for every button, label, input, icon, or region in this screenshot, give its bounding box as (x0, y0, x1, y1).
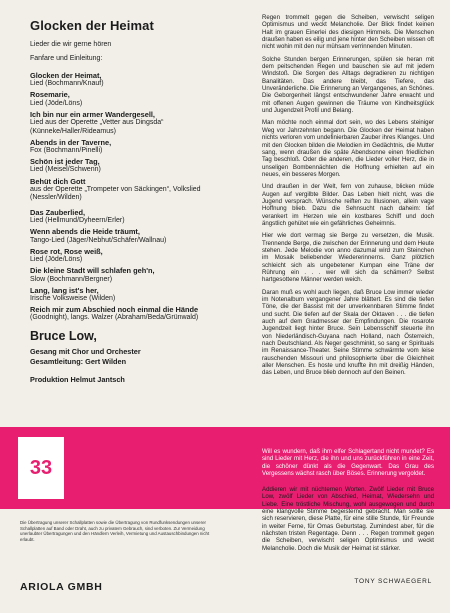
track-credit: (Goodnight), langs. Walzer (Abraham/Beda/Grünwald) (30, 314, 199, 322)
track-credit: Fox (Bochmann/Pinelli) (30, 147, 103, 155)
track-group-1 (30, 71, 225, 203)
track-title: Wenn abends die Heide träumt, (30, 227, 140, 237)
liner-paragraph: Solche Stunden bergen Erinnerungen, spülen sie heran mit dem peitschenden Regen und bauschen sie auf mit jedem Windstoß. Die Sorgen des Alltags degradieren zu nichtigen Banalitäten. Das andere bleibt, das Tiefere, das Unveränderliche. Die Erinnerung an Vergangenes, an Schönes. Die Geborgenheit längst entschwundener Jahre erwacht und mit offenen Augen gewinnen die Träume von Kindheitsglück und Jugendzeit Profil und Belang. (262, 55, 434, 115)
liner-paragraph: Man möchte noch einmal dort sein, wo des Lebens steiniger Weg vor Jahrzehnten begann. Die Glocken der Heimat haben nichts verloren vom undefinierbaren Zauber ihres Klanges. Und mit den Glocken bilden die Melodien im Gedächtnis, die Mutter sang, wenn draußen die späte Abendsonne einen friedlichen Tag beschloß. Oder die anderen, die Lieder voller Herz, die in unseligen Bombennächten die Hoffnung erhielten auf ein neues, ein besseres Morgen. (262, 119, 434, 178)
performance-credit: Gesang mit Chor und Orchester (30, 346, 141, 356)
liner-paragraph: Will es wundern, daß ihm elfer Schlagertand nicht mundet? Es sind Lieder mit Herz, die ihn und uns zurückführen in eine Zeit, die schöner dünkt als die Gegenwart. Das Grau des Vergessens wächst rasch über Böses. Erinnerung vergoldet. (262, 448, 434, 478)
track-title: Schön ist jeder Tag, (30, 157, 100, 167)
track-title: Das Zauberlied, (30, 208, 86, 218)
track-list (30, 71, 225, 323)
track-item (30, 247, 225, 265)
track-credit: Lied (Jöde/Löns) (30, 99, 83, 107)
track-title: Reich mir zum Abschied noch einmal die Hände (30, 304, 199, 314)
liner-paragraph: Daran muß es wohl auch liegen, daß Bruce Low immer wieder im Notenalbum vergangener Jahre blättert. Es sind die tiefen Töne, die der Bassist mit der unverkennbaren Stimme findet und sucht. Die tiefen auf der Skala der Oktaven . . . die tiefen auch auf dem Gradmesser der Empfindungen. Die rosarote Jugendzeit liegt hinter Bruce. Sein Lebensschiff steuerte ihn von Niederländisch-Guyana nach Holland, nach Österreich, nach Deutschland. Als Neger geschminkt, so sang er Spirituals im Renaissance-Theater. Seine Stimme schwärmte vom leise rauschenden Missouri und philosophierte über die Gleichheit aller Menschen. Es hoste und knuffte ihn mit dreißig Händen, das Leben, und Bruce blieb dennoch auf den Beinen. (262, 288, 434, 377)
track-item (30, 208, 225, 226)
track-title: Die kleine Stadt will schlafen geh'n, (30, 266, 155, 276)
production-credit: Produktion Helmut Jantsch (30, 374, 125, 384)
track-item (30, 157, 225, 175)
conductor-credit: Gesamtleitung: Gert Wilden (30, 356, 127, 366)
liner-paragraph: Addieren wir mit nüchternen Worten. Zwölf Lieder mit Bruce Low, zwölf Lieder von Abschied, Heimat, Wiedersehn und Liebe. Eine tröstliche Mischung, wohl ausgewogen und durch eine klangvolle Stimme begeisternd gebracht. Man sollte sie sich reservieren, diese Platte, für eine stille Stunde, für Freunde in weiter Ferne, für Omas Geburtstag. Zumindest aber, für die nächsten tristen Regentage. Denn . . . Regen trommelt gegen die Scheiben, verwischt seligen Optimismus und weckt Melancholie. Doch die Musik der Heimat ist stärker. (262, 486, 434, 552)
band-liner-notes (262, 448, 434, 482)
track-item (30, 227, 225, 245)
artist-name: Bruce Low, (30, 328, 97, 343)
rpm-badge (18, 437, 64, 499)
track-credit: Lied (Jöde/Löns) (30, 256, 83, 264)
track-item (30, 71, 225, 89)
track-title: Rosemarie, (30, 90, 70, 100)
track-credit: Lied aus der Operette „Vetter aus Dingsda“ (Künneke/Haller/Rideamus) (30, 119, 164, 135)
track-title: Rose rot, Rose weiß, (30, 246, 103, 256)
track-title: Lang, lang ist's her, (30, 285, 99, 295)
track-credit: aus der Operette „Trompeter von Säckingen“, Volkslied (Nessler/Wilden) (30, 185, 201, 202)
album-title: Glocken der Heimat (30, 18, 154, 33)
track-credit: Slow (Bochmann/Bergner) (30, 275, 113, 283)
track-credit: Tango-Lied (Jäger/Nebhut/Schäfer/Wallnau) (30, 236, 167, 244)
track-credit: Lied (Meisel/Schwenn) (30, 166, 101, 174)
track-item (30, 266, 225, 284)
liner-paragraph: Hier wie dort vermag sie Berge zu versetzen, die Musik. Trennende Berge, die zwischen der Erinnerung und dem Heute stehen. Jede Melodie von anno dazumal wird zum Steinchen im Mosaik beliebender Wiedererinnerns. Ganz plötzlich schleicht sich als ungebetener Kumpan eine Träne der Rührung ein . . . wer will sich da schämen? Selbst hartgesottene Männer werden weich. (262, 232, 434, 284)
track-title: Behüt dich Gott (30, 176, 86, 186)
author-signature: TONY SCHWAEGERL (354, 578, 432, 585)
track-title: Ich bin nur ein armer Wandergesell, (30, 109, 155, 119)
liner-paragraph: Regen trommelt gegen die Scheiben, verwischt seligen Optimismus und weckt Melancholie. Der Blick findet keinen Halt im grauen Einerlei des diesigen Himmels. Die Menschen draußen haben es eilig und jene hinter den Scheiben wissen oft nicht wohin mit den nur mühsam verrinnenden Minuten. (262, 14, 434, 51)
track-item (30, 305, 225, 323)
legal-notice: Die Übertragung unserer Schallplatten sowie die Übertragung von Rundfunksendungen unserer Schallplatten auf Band oder Draht, auch zu privatem Gebrauch, sind verboten. Zur Vermeidung unerlaubter Übertragungen und den Händlern Verleih, Vermietung und Austauschbindungen nicht erlaubt. (20, 520, 210, 542)
record-label: ARIOLA GMBH (20, 581, 103, 593)
track-title: Glocken der Heimat, (30, 71, 102, 80)
track-group-2 (30, 208, 225, 323)
track-credit: Lied (Hellmund/Dyheern/Erler) (30, 217, 125, 225)
track-title: Abends in der Taverne, (30, 137, 112, 147)
track-item (30, 138, 225, 156)
track-credit: Irische Volksweise (Wilden) (30, 294, 116, 302)
track-item (30, 90, 225, 108)
track-item (30, 286, 225, 304)
intro-line-2: Fanfare und Einleitung: (30, 54, 103, 62)
tracklist-column (30, 18, 225, 384)
rpm-number: 33 (29, 456, 53, 479)
liner-notes-column (262, 14, 434, 382)
closing-liner-notes (262, 486, 434, 557)
track-item (30, 110, 225, 136)
track-item (30, 177, 225, 203)
liner-paragraph: Und draußen in der Welt, fern von zuhause, blicken müde Augen auf vergilbte Bilder. Das Leben hielt nicht, was die Jugend versprach. Wünsche reiften zu Illusionen, allein vage Hoffnung blieb. Dazu die Sehnsucht nach daheim: tief verankert im Herzen wie ein kostbares Schiff und doch ängstlich gehütet wie ein gefährliches Geheimnis. (262, 183, 434, 227)
track-credit: Lied (Bochmann/Knauf) (30, 80, 104, 88)
intro-line-1: Lieder die wir gerne hören (30, 41, 112, 48)
